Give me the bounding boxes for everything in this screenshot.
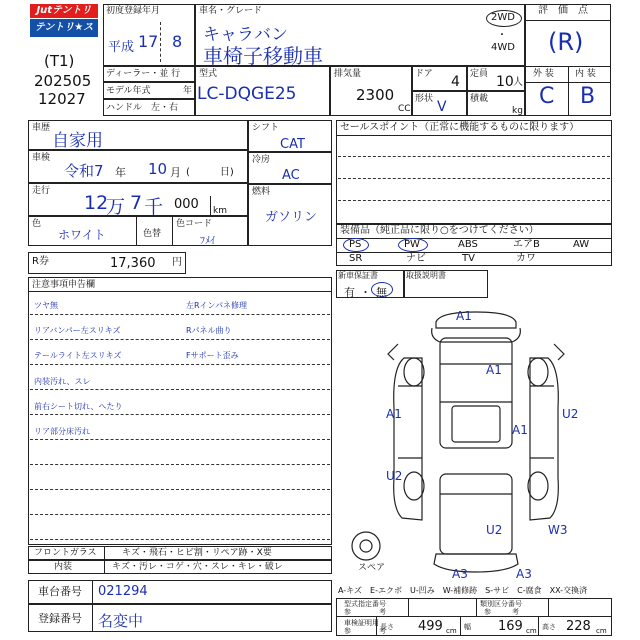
spec-footer-div6 [538,616,539,636]
diagram-wheel [404,472,424,500]
front-glass-value: キズ・飛石・ヒビ割・リペア跡・X要 [122,548,272,558]
notes-line [30,364,330,365]
equipment-item: ABS [458,239,478,250]
recycle-label: R券 [32,256,49,267]
cc-label: CC [398,104,411,114]
rating-mid-divider [568,66,569,116]
diagram-rear [440,474,512,554]
inspection-day: ( 日) [186,167,234,178]
notes-header-line [28,291,332,292]
fuel-label: 燃料 [252,187,271,197]
front-glass-label: フロントガラス [34,548,97,558]
cert-label: 車検証明用 [344,619,379,627]
equipment-item: PW [404,239,420,250]
reg-era: 平成 [108,40,135,55]
mileage-sen: 7 [130,192,143,214]
recycle-box [28,252,186,274]
lot-box [28,48,103,118]
shape-value: V [437,99,447,115]
sales-points-label: セールスポイント（正常に機能するものに限ります） [340,122,580,133]
recycle-value: 17,360 [110,256,156,271]
sales-line [338,156,610,157]
logo-line2: テントリ★スター [30,19,98,37]
damage-mark: U2 [386,469,403,483]
capacity-label: 定員 [470,69,489,79]
model-label: 型式 [199,69,218,79]
note-left: 内装汚れ、スレ [34,377,91,386]
equipment-item: SR [349,253,363,264]
color-change-label: 色替 [143,229,162,239]
damage-mark: A3 [452,567,468,581]
drive-2wd: 2WD [491,12,515,23]
rating-divider-3 [525,82,611,83]
reg-month: 8 [172,32,183,51]
capacity-unit: 人 [513,77,523,88]
notes-line [30,464,330,465]
first-reg-label: 初度登録年月 [106,6,161,16]
displacement-value: 2300 [356,86,395,104]
length-label: 長さ [380,623,394,631]
car-name: キャラバン [203,25,288,45]
notes-line [30,489,330,490]
chassis-value: 021294 [98,584,148,599]
lot-number-1: 202505 [34,72,92,90]
note-left: リアバンパー左スリキズ [34,326,121,335]
diagram-left-mirror [388,344,398,360]
color-code-label: 色コード [176,219,213,229]
diagram-top-outline [432,328,521,342]
rating-label: 評 価 点 [538,5,588,16]
color-value: ホワイト [58,228,106,242]
damage-legend: A-キズ E-エクボ U-凹み W-補修跡 S-サビ C-腐食 XX-交換済 [338,586,588,595]
length-value: 499 [418,619,443,634]
usage-value: 自家用 [52,131,103,151]
registration-value: 名変中 [98,612,144,630]
damage-mark: U2 [562,407,579,421]
warranty-sep: ・ [360,286,371,299]
rating-score: (R) [548,28,584,56]
car-name-label: 車名・グレード [199,6,263,16]
inspection-label: 車検 [32,153,51,163]
shape-label: 形状 [415,94,434,104]
recycle-unit: 円 [172,257,182,268]
ref-label: 参 考 [344,608,386,616]
diagram-body-top [440,338,512,448]
interior-label: 内 装 [575,69,596,79]
mileage-man-unit: 万 [106,196,126,218]
mileage-unit: km [213,206,227,216]
model-value: LC-DQGE25 [197,84,297,104]
ref-label-2: 参 考 [484,608,519,616]
diagram-right-mirror [554,344,564,360]
height-label: 高さ [542,623,556,631]
spec-footer-div4 [376,616,377,636]
note-right: Rパネル曲り [186,326,232,335]
mileage-sen-unit: 千 [144,196,164,218]
auction-logo [30,4,98,51]
rating-divider [525,20,611,21]
spare-label: スペア [358,563,386,573]
load-label: 積載 [470,94,489,104]
mileage-man: 12 [84,192,109,214]
equipment-item: PS [349,239,362,250]
damage-diagram [336,298,612,586]
handle-label: ハンドル 左・右 [106,103,179,113]
equipment-item: AW [573,239,590,250]
damage-mark: A1 [486,363,502,377]
width-label: 幅 [464,623,471,631]
fuel-value: ガソリン [265,210,318,225]
notes-line [30,339,330,340]
damage-mark: W3 [548,523,568,537]
note-left: 前右シート切れ、へたり [34,402,123,411]
exterior-grade: C [539,84,555,109]
diagram-rear-bumper [434,554,518,572]
lot-number-2: 12027 [38,90,86,108]
model-cert-label: 型式指定番号 [344,600,386,608]
damage-mark: A3 [516,567,532,581]
notes-line [30,439,330,440]
note-left: テールライト左スリキズ [34,351,122,360]
car-grade: 車椅子移動車 [203,44,323,68]
diagram-wheel [404,358,424,386]
capacity-value: 10 [496,74,514,90]
warranty-yes: 有 [344,286,355,299]
inspection-month-unit: 月 [170,166,181,179]
equipment-item: エアB [513,239,540,250]
note-left: リア部分床汚れ [34,427,90,436]
notes-line [30,389,330,390]
inspection-era: 令和7 [64,162,104,180]
spec-footer-div5 [460,616,461,636]
notes-line [30,539,330,540]
notes-line [30,414,330,415]
diagram-wheel [528,358,548,386]
chassis-label: 車台番号 [38,585,82,598]
class-label: 類別区分番号 [480,600,522,608]
sales-header-line [336,135,612,136]
interior-row-label: 内装 [54,562,73,572]
damage-mark: A1 [512,423,528,437]
model-year-label: モデル年式 [106,86,151,96]
model-year-suffix: 年 [183,86,193,96]
shift-value: CAT [280,137,305,152]
drive-4wd: 4WD [491,42,515,53]
equipment-item: TV [462,253,475,264]
reg-divider [160,22,161,62]
height-value: 228 [566,619,591,634]
aircon-value: AC [282,168,300,183]
color-code: ﾌﾒｲ [200,236,215,247]
diagram-spare-tire [352,532,380,560]
manual-label: 取扱説明書 [406,271,446,280]
dealer-label: ディーラー・並 行 [106,69,181,79]
ref-label-3: 参 考 [344,627,386,635]
spec-footer-div2 [476,598,477,616]
spec-footer-div3 [548,598,549,616]
shift-label: シフト [252,123,280,133]
color-label: 色 [32,219,42,229]
equipment-item: ナビ [406,253,426,264]
mileage-label: 走行 [32,186,51,196]
equipment-label: 装備品（純正品に限り○をつけてください） [340,225,539,236]
sales-line [338,200,610,201]
note-left: ツヤ無 [34,301,58,310]
mileage-rest: 000 [174,197,199,212]
inspection-month: 10 [148,160,168,178]
height-unit: cm [596,627,607,635]
lot-code: (T1) [44,52,75,70]
notes-line [30,514,330,515]
diagram-front-bumper [436,312,516,328]
usage-label: 車歴 [32,123,51,133]
interior-grade: B [580,84,596,109]
displacement-label: 排気量 [334,69,362,79]
spec-footer-div1 [408,598,409,616]
aircon-label: 冷房 [252,155,271,165]
length-unit: cm [446,627,457,635]
drive-dot: ・ [497,30,507,41]
mileage-divider [210,196,211,216]
sales-line [338,178,610,179]
diagram-wheel [528,472,548,500]
door-value: 4 [451,74,460,90]
color-div1 [136,216,137,246]
damage-mark: U2 [486,523,503,537]
damage-mark: A1 [456,309,472,323]
reg-year: 17 [138,32,159,51]
width-value: 169 [498,619,523,634]
door-label: ドア [415,69,433,79]
warranty-no: 無 [376,286,387,299]
notes-line [30,314,330,315]
damage-mark: A1 [386,407,402,421]
inspection-year-unit: 年 [115,166,126,179]
warranty-label: 新車保証書 [338,271,378,280]
exterior-label: 外 装 [533,69,554,79]
notes-label: 注意事項申告欄 [32,280,96,290]
note-right: Fサポート歪み [186,351,239,360]
note-right: 左Rインパネ修理 [186,301,247,310]
width-unit: cm [526,627,537,635]
load-unit: kg [512,106,523,116]
equipment-item: カワ [516,253,536,264]
logo-line1: Jutテントリ [30,4,98,18]
registration-label: 登録番号 [38,612,82,625]
color-div2 [172,216,173,246]
interior-row-value: キズ・汚レ・コゲ・穴・スレ・キレ・破レ [112,562,283,572]
